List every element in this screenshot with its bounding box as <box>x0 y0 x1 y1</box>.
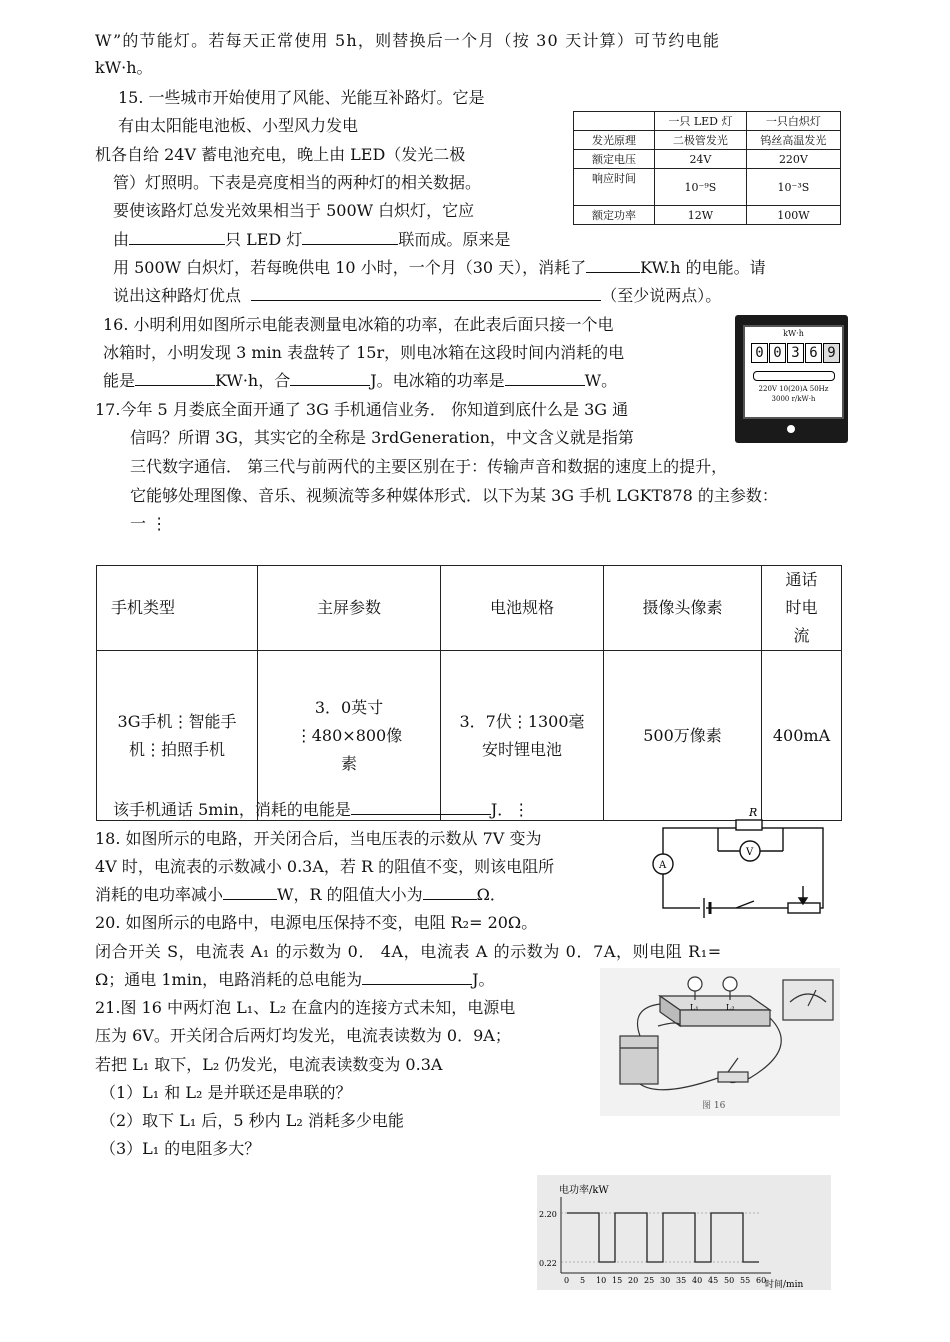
text-line: W”的节能灯。若每天正常使用 5h，则替换后一个月（按 30 天计算）可节约电能 <box>95 31 721 50</box>
text: （至少说两点）。 <box>601 286 722 305</box>
x-tick-label: 10 <box>596 1276 607 1285</box>
table-row <box>574 150 841 169</box>
meter-digit: 6 <box>805 343 822 363</box>
answer-blank[interactable] <box>586 258 640 273</box>
text: J。 <box>472 970 495 989</box>
answer-blank[interactable] <box>251 286 601 301</box>
question-18-line: 18. 如图所示的电路，开关闭合后，当电压表的示数从 7V 变为 <box>95 829 542 848</box>
y-axis-label: 电功率/kW <box>559 1185 609 1196</box>
answer-blank[interactable] <box>290 371 370 386</box>
figure-16-circuit-photo <box>600 968 840 1116</box>
x-tick-label: 0 <box>564 1276 570 1285</box>
table-header-cell: 摄像头像素 <box>604 566 762 651</box>
table-row <box>97 566 842 651</box>
text: KW.h 的电能。请 <box>640 258 766 277</box>
table-cell: 400mA <box>762 651 842 821</box>
table-cell: 10⁻³S <box>746 169 840 206</box>
meter-digit: 0 <box>751 343 768 363</box>
table-cell: 一只白炽灯 <box>746 112 840 131</box>
x-tick-label: 25 <box>644 1276 655 1285</box>
table-header-cell: 主屏参数 <box>258 566 441 651</box>
answer-blank[interactable] <box>362 970 472 985</box>
question-21-line: 若把 L₁ 取下，L₂ 仍发光，电流表读数变为 0.3A <box>95 1055 443 1074</box>
question-18-line <box>95 884 506 906</box>
meter-spec: 220V 10(20)A 50Hz <box>758 385 829 393</box>
answer-blank[interactable] <box>223 885 277 900</box>
question-15-line <box>113 285 721 307</box>
question-16-line: 冰箱时，小明发现 3 min 表盘转了 15r，则电冰箱在这段时间内消耗的电 <box>103 343 625 362</box>
table-row <box>574 112 841 131</box>
text: KW·h，合 <box>215 371 291 390</box>
text: 能是 <box>103 371 136 390</box>
question-15-line <box>113 257 766 279</box>
y-tick-label: 0.22 <box>539 1259 557 1268</box>
text: 只 LED 灯 <box>225 230 303 249</box>
table-cell: 二极管发光 <box>655 131 747 150</box>
table-cell: 100W <box>746 206 840 225</box>
table-cell: 一只 LED 灯 <box>655 112 747 131</box>
table-cell: 220V <box>746 150 840 169</box>
answer-blank[interactable] <box>351 800 491 815</box>
text: 由 <box>113 230 130 249</box>
question-21-line: 压为 6V。开关闭合后两灯均发光，电流表读数为 0．9A； <box>95 1026 511 1045</box>
question-21-line: 21.图 16 中两灯泡 L₁、L₂ 在盒内的连接方式未知，电源电 <box>95 998 516 1017</box>
x-tick-label: 60 <box>756 1276 767 1285</box>
question-17-line: 信吗？所谓 3G，其实它的全称是 3rdGeneration，中文含义就是指第 <box>130 428 634 447</box>
power-time-chart <box>537 1175 831 1290</box>
table-cell: 额定电压 <box>574 150 655 169</box>
electric-meter-figure <box>735 315 848 443</box>
text: W。 <box>584 371 618 390</box>
question-17-line: 一 ⋮ <box>130 514 168 533</box>
text: 说出这种路灯优点 <box>113 286 242 305</box>
meter-digit: 9 <box>823 343 840 363</box>
x-tick-label: 45 <box>708 1276 719 1285</box>
table-cell: 12W <box>655 206 747 225</box>
question-18-line: 4V 时，电流表的示数减小 0.3A，若 R 的阻值不变，则该电阻所 <box>95 857 555 876</box>
question-17-line: 三代数字通信． 第三代与前两代的主要区别在于：传输声音和数据的速度上的提升， <box>130 457 728 476</box>
question-15-line <box>113 229 510 251</box>
table-cell: 3．0英寸⋮480×800像素 <box>258 651 441 821</box>
text: 消耗的电功率减小 <box>95 885 224 904</box>
table-row <box>574 131 841 150</box>
x-axis-label: 时间/min <box>765 1280 804 1290</box>
question-15-line: 机各自给 24V 蓄电池充电，晚上由 LED（发光二极 <box>95 145 466 164</box>
table-row <box>574 169 841 206</box>
table-cell: 发光原理 <box>574 131 655 150</box>
question-15-line: 要使该路灯总发光效果相当于 500W 白炽灯，它应 <box>113 201 475 220</box>
table-header-cell: 通话时电流 <box>762 566 842 651</box>
text: 该手机通话 5min，消耗的电能是 <box>113 800 351 819</box>
x-tick-label: 55 <box>740 1276 751 1285</box>
text: 用 500W 白炽灯，若每晚供电 10 小时，一个月（30 天），消耗了 <box>113 258 587 277</box>
answer-blank[interactable] <box>302 230 398 245</box>
meter-disc <box>753 371 835 381</box>
answer-blank[interactable] <box>135 371 215 386</box>
meter-spec: 3000 r/kW·h <box>771 395 816 403</box>
figure-caption: 图 16 <box>702 1101 726 1111</box>
question-21-line: （2）取下 L₁ 后，5 秒内 L₂ 消耗多少电能 <box>100 1111 404 1130</box>
table-header-cell: 电池规格 <box>441 566 604 651</box>
voltmeter-label: V <box>746 847 754 858</box>
resistor-label: R <box>749 806 758 819</box>
text: Ω；通电 1min，电路消耗的总电能为 <box>95 970 363 989</box>
answer-blank[interactable] <box>423 885 477 900</box>
meter-digits <box>751 343 840 363</box>
question-20-line <box>95 969 495 991</box>
phone-spec-table <box>96 565 842 821</box>
table-cell: 500万像素 <box>604 651 762 821</box>
meter-digit: 0 <box>769 343 786 363</box>
x-tick-label: 50 <box>724 1276 735 1285</box>
x-tick-label: 40 <box>692 1276 703 1285</box>
x-tick-label: 5 <box>580 1276 586 1285</box>
answer-blank[interactable] <box>129 230 225 245</box>
question-21-line: （3）L₁ 的电阻多大？ <box>100 1139 261 1158</box>
x-tick-label: 15 <box>612 1276 623 1285</box>
question-20-line: 20. 如图所示的电路中，电源电压保持不变，电阻 R₂= 20Ω。 <box>95 913 538 932</box>
question-20-line: 闭合开关 S，电流表 A₁ 的示数为 0． 4A，电流表 A 的示数为 0．7A，则电阻 R₁= <box>95 942 722 961</box>
text: 联而成。原来是 <box>398 230 511 249</box>
question-17-line: 它能够处理图像、音乐、视频流等多种媒体形式．以下为某 3G 手机 LGKT878 的主参数： <box>130 486 778 505</box>
table-cell: 10⁻⁹S <box>655 169 747 206</box>
table-cell: 钨丝高温发光 <box>746 131 840 150</box>
text-line: kW·h。 <box>95 58 153 77</box>
question-15-line: 有由太阳能电池板、小型风力发电 <box>118 116 359 135</box>
bulb-l2-label: L₂ <box>726 1003 735 1012</box>
text: J．⋮ <box>490 800 530 819</box>
x-tick-label: 30 <box>660 1276 671 1285</box>
table-cell: 3．7伏⋮1300毫安时锂电池 <box>441 651 604 821</box>
meter-unit: kW·h <box>783 329 804 338</box>
ammeter-label: A <box>659 860 667 871</box>
answer-blank[interactable] <box>505 371 585 386</box>
text: Ω． <box>476 885 506 904</box>
question-15-line: 15. 一些城市开始使用了风能、光能互补路灯。它是 <box>118 88 485 107</box>
circuit-diagram-18 <box>648 806 833 921</box>
table-cell: 3G手机⋮智能手机⋮拍照手机 <box>97 651 258 821</box>
question-21-line: （1）L₁ 和 L₂ 是并联还是串联的？ <box>100 1083 352 1102</box>
x-tick-label: 20 <box>628 1276 639 1285</box>
y-tick-label: 2.20 <box>539 1210 557 1219</box>
table-cell <box>574 112 655 131</box>
table-row <box>574 206 841 225</box>
question-17-line <box>113 799 529 821</box>
text: W，R 的阻值大小为 <box>277 885 423 904</box>
table-cell: 响应时间 <box>574 169 655 206</box>
table-header-cell: 手机类型 <box>97 566 258 651</box>
question-15-line: 管）灯照明。下表是亮度相当的两种灯的相关数据。 <box>113 173 482 192</box>
x-tick-label: 35 <box>676 1276 687 1285</box>
question-17-line: 17.今年 5 月娄底全面开通了 3G 手机通信业务． 你知道到底什么是 3G 通 <box>95 400 629 419</box>
question-16-line <box>103 370 617 392</box>
bulb-l1-label: L₁ <box>690 1003 699 1012</box>
meter-screw <box>787 425 795 433</box>
question-16-line: 16. 小明利用如图所示电能表测量电冰箱的功率，在此表后面只接一个电 <box>103 315 614 334</box>
text: J。电冰箱的功率是 <box>370 371 505 390</box>
led-comparison-table <box>573 111 841 225</box>
meter-digit: 3 <box>787 343 804 363</box>
table-row <box>97 651 842 821</box>
meter-face <box>743 325 844 419</box>
table-cell: 24V <box>655 150 747 169</box>
table-cell: 额定功率 <box>574 206 655 225</box>
